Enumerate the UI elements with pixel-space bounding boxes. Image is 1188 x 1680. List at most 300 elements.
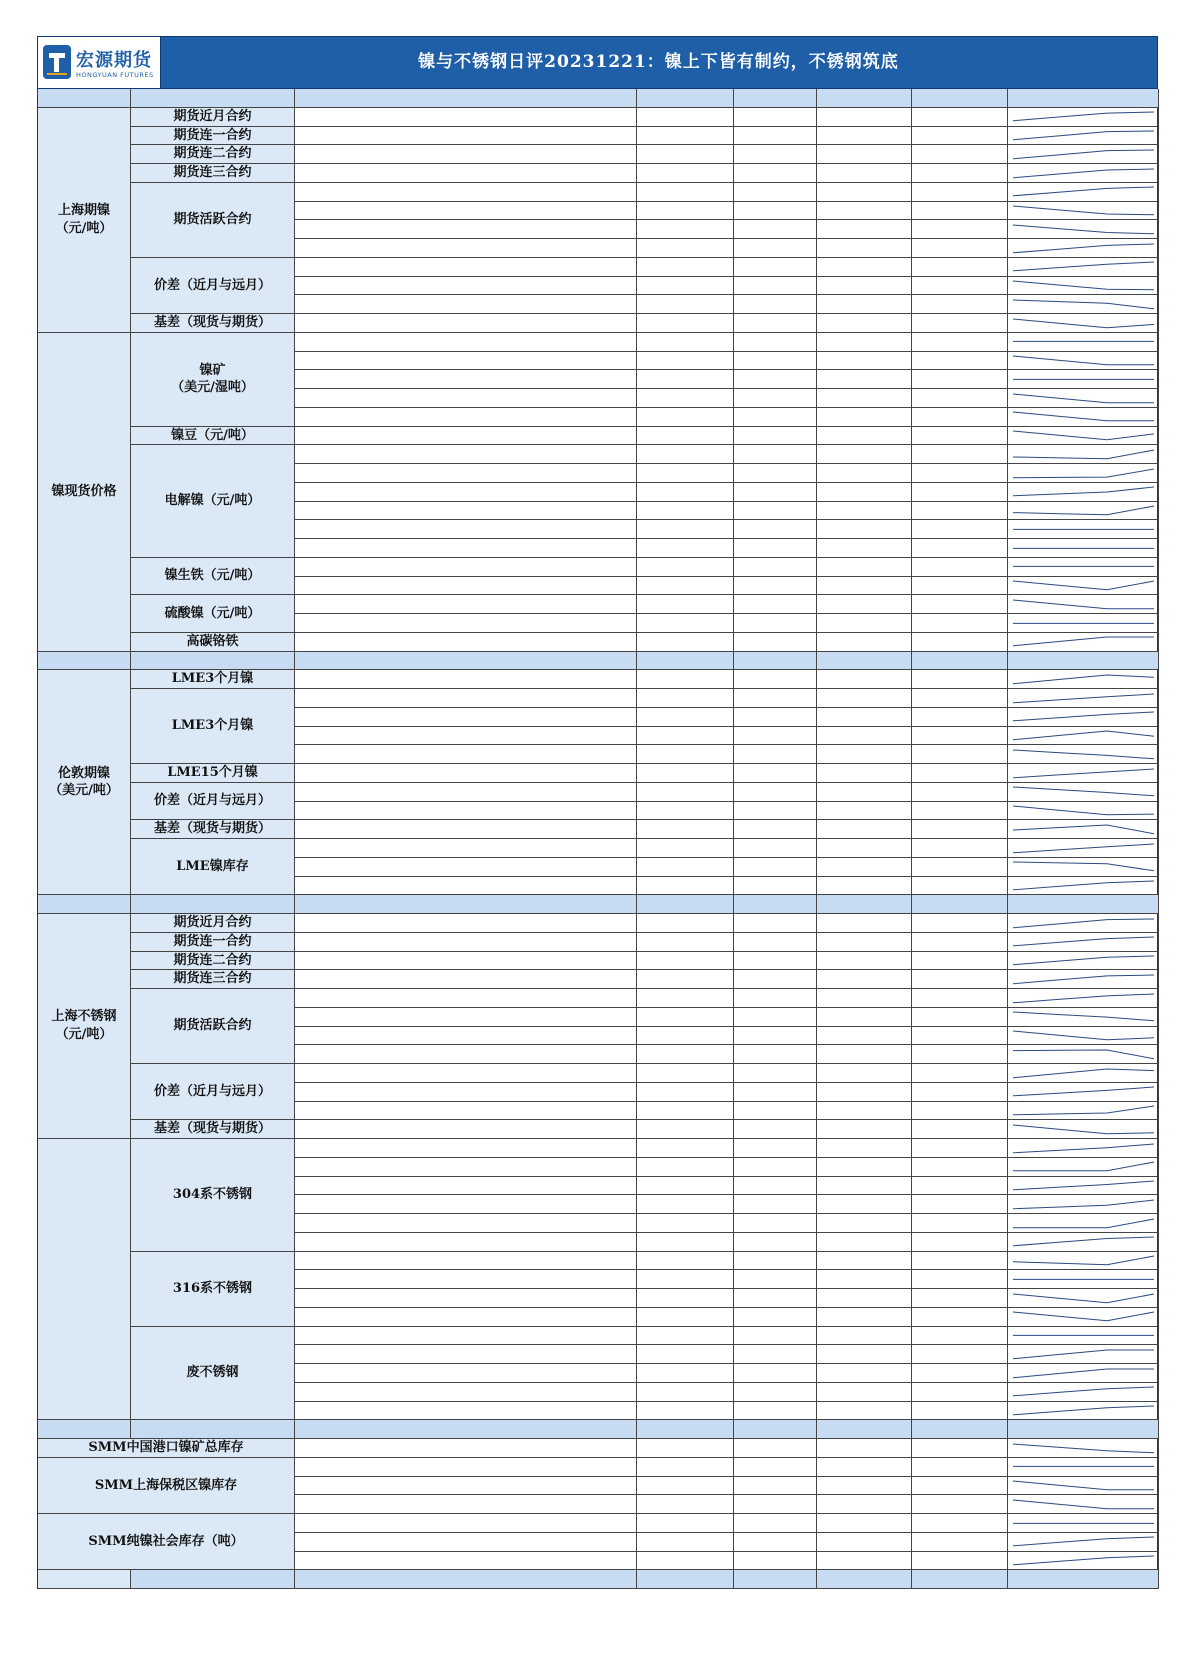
row-change [912, 989, 1008, 1008]
row-item-name [295, 408, 637, 427]
row-value-2 [734, 989, 817, 1008]
row-value-1 [637, 1045, 734, 1064]
row-value-1 [637, 108, 734, 127]
row-value-3 [817, 202, 912, 221]
row-trend-sparkline [1008, 1045, 1159, 1064]
row-value-2 [734, 445, 817, 464]
row-trend-sparkline [1008, 1270, 1159, 1289]
row-value-1 [637, 670, 734, 689]
sparkline-icon [1011, 167, 1156, 180]
row-value-1 [637, 520, 734, 539]
row-value-1 [637, 239, 734, 258]
row-value-1 [637, 277, 734, 296]
row-change [912, 1533, 1008, 1552]
row-change [912, 314, 1008, 333]
row-item-name [295, 277, 637, 296]
row-value-1 [637, 633, 734, 652]
row-trend-sparkline [1008, 539, 1159, 558]
row-change [912, 1233, 1008, 1252]
row-value-1 [637, 1158, 734, 1177]
sparkline-icon [1011, 148, 1156, 161]
header-trend [1008, 652, 1159, 671]
row-value-1 [637, 483, 734, 502]
row-value-3 [817, 1214, 912, 1233]
row-item-name [295, 670, 637, 689]
row-trend-sparkline [1008, 1139, 1159, 1158]
row-trend-sparkline [1008, 1477, 1159, 1496]
header-trend [1008, 895, 1159, 914]
row-item-name [295, 933, 637, 952]
logo-english-name: HONGYUAN FUTURES [76, 71, 154, 79]
row-value-1 [637, 820, 734, 839]
row-trend-sparkline [1008, 877, 1159, 896]
row-value-1 [637, 783, 734, 802]
report-title: 镍与不锈钢日评20231221：镍上下皆有制约，不锈钢筑底 [418, 52, 899, 72]
row-item-name [295, 239, 637, 258]
sparkline-icon [1011, 842, 1156, 855]
row-trend-sparkline [1008, 1102, 1159, 1121]
sparkline-icon [1011, 673, 1156, 686]
row-item-name [295, 595, 637, 614]
row-change [912, 483, 1008, 502]
row-value-1 [637, 1552, 734, 1571]
row-value-2 [734, 333, 817, 352]
row-change [912, 970, 1008, 989]
group-label: 基差（现货与期货） [131, 1120, 295, 1139]
row-value-3 [817, 1364, 912, 1383]
row-item-name [295, 1008, 637, 1027]
row-change [912, 1458, 1008, 1477]
row-value-3 [817, 1477, 912, 1496]
row-value-3 [817, 802, 912, 821]
row-change [912, 464, 1008, 483]
sparkline-icon [1011, 1198, 1156, 1211]
row-trend-sparkline [1008, 933, 1159, 952]
row-trend-sparkline [1008, 183, 1159, 202]
header-date-label [295, 89, 637, 108]
row-change [912, 1177, 1008, 1196]
sparkline-icon [1011, 467, 1156, 480]
row-item-name [295, 745, 637, 764]
row-value-1 [637, 708, 734, 727]
row-item-name [295, 1289, 637, 1308]
group-label: 期货连二合约 [131, 952, 295, 971]
group-label: 价差（近月与远月） [131, 1064, 295, 1120]
row-change [912, 333, 1008, 352]
row-value-1 [637, 914, 734, 933]
row-trend-sparkline [1008, 764, 1159, 783]
row-value-3 [817, 670, 912, 689]
header-date-3 [817, 1570, 912, 1589]
row-change [912, 689, 1008, 708]
row-value-3 [817, 145, 912, 164]
hongyuan-logo-icon [43, 45, 71, 79]
row-value-1 [637, 577, 734, 596]
row-trend-sparkline [1008, 1495, 1159, 1514]
row-value-3 [817, 952, 912, 971]
group-label: 期货近月合约 [131, 108, 295, 127]
row-value-1 [637, 1345, 734, 1364]
group-label: 价差（近月与远月） [131, 258, 295, 314]
category-label: 伦敦期镍 （美元/吨） [38, 670, 131, 895]
row-item-name [295, 952, 637, 971]
row-value-3 [817, 1345, 912, 1364]
row-value-2 [734, 239, 817, 258]
row-value-1 [637, 764, 734, 783]
row-value-3 [817, 933, 912, 952]
row-item-name [295, 708, 637, 727]
row-change [912, 1008, 1008, 1027]
header-change [912, 1420, 1008, 1439]
row-change [912, 1214, 1008, 1233]
row-change [912, 783, 1008, 802]
row-trend-sparkline [1008, 127, 1159, 146]
row-value-2 [734, 783, 817, 802]
row-trend-sparkline [1008, 727, 1159, 746]
row-value-1 [637, 1102, 734, 1121]
sparkline-icon [1011, 1123, 1156, 1136]
row-value-3 [817, 1008, 912, 1027]
row-value-3 [817, 1045, 912, 1064]
row-value-3 [817, 1439, 912, 1458]
group-label: 304系不锈钢 [131, 1139, 295, 1252]
row-trend-sparkline [1008, 164, 1159, 183]
row-item-name [295, 633, 637, 652]
row-trend-sparkline [1008, 1383, 1159, 1402]
group-label: 期货连三合约 [131, 164, 295, 183]
row-item-name [295, 1533, 637, 1552]
row-value-1 [637, 1195, 734, 1214]
row-value-1 [637, 333, 734, 352]
row-value-3 [817, 1289, 912, 1308]
row-change [912, 1552, 1008, 1571]
row-value-1 [637, 558, 734, 577]
row-value-2 [734, 220, 817, 239]
header-date-label [295, 895, 637, 914]
row-trend-sparkline [1008, 427, 1159, 446]
row-item-name [295, 445, 637, 464]
row-value-3 [817, 1252, 912, 1271]
header-date-label [295, 652, 637, 671]
row-item-name [295, 1120, 637, 1139]
row-value-1 [637, 1533, 734, 1552]
header-date-1 [637, 895, 734, 914]
row-value-3 [817, 1158, 912, 1177]
header-blank [131, 895, 295, 914]
sparkline-icon [1011, 242, 1156, 255]
sparkline-icon [1011, 785, 1156, 798]
row-change [912, 1045, 1008, 1064]
row-value-1 [637, 1327, 734, 1346]
row-change [912, 202, 1008, 221]
row-value-3 [817, 1402, 912, 1421]
sparkline-icon [1011, 729, 1156, 742]
row-value-3 [817, 764, 912, 783]
sparkline-icon [1011, 1254, 1156, 1267]
row-value-3 [817, 1514, 912, 1533]
row-value-1 [637, 802, 734, 821]
row-value-3 [817, 1120, 912, 1139]
row-value-2 [734, 970, 817, 989]
report-page [37, 36, 1158, 1589]
row-value-2 [734, 1345, 817, 1364]
row-change [912, 127, 1008, 146]
row-value-2 [734, 670, 817, 689]
row-item-name [295, 764, 637, 783]
row-value-2 [734, 1289, 817, 1308]
row-trend-sparkline [1008, 577, 1159, 596]
row-item-name [295, 1139, 637, 1158]
row-value-3 [817, 858, 912, 877]
sparkline-icon [1011, 1142, 1156, 1155]
sparkline-icon [1011, 917, 1156, 930]
row-trend-sparkline [1008, 1064, 1159, 1083]
row-value-1 [637, 1458, 734, 1477]
row-value-2 [734, 539, 817, 558]
row-trend-sparkline [1008, 295, 1159, 314]
sparkline-icon [1011, 598, 1156, 611]
row-trend-sparkline [1008, 1345, 1159, 1364]
price-table [37, 89, 1158, 1589]
row-trend-sparkline [1008, 445, 1159, 464]
row-item-name [295, 858, 637, 877]
row-value-2 [734, 483, 817, 502]
row-value-1 [637, 145, 734, 164]
row-value-3 [817, 483, 912, 502]
row-change [912, 145, 1008, 164]
row-value-3 [817, 1533, 912, 1552]
row-trend-sparkline [1008, 1083, 1159, 1102]
row-item-name [295, 352, 637, 371]
row-trend-sparkline [1008, 1027, 1159, 1046]
sparkline-icon [1011, 1029, 1156, 1042]
row-item-name [295, 1064, 637, 1083]
row-trend-sparkline [1008, 108, 1159, 127]
row-value-1 [637, 595, 734, 614]
group-label: 废不锈钢 [131, 1327, 295, 1421]
row-value-2 [734, 708, 817, 727]
row-item-name [295, 1102, 637, 1121]
row-value-2 [734, 295, 817, 314]
row-item-name [295, 989, 637, 1008]
row-value-2 [734, 1195, 817, 1214]
row-item-name [295, 127, 637, 146]
row-item-name [295, 108, 637, 127]
row-value-2 [734, 1533, 817, 1552]
group-label: 高碳铬铁 [131, 633, 295, 652]
row-value-3 [817, 633, 912, 652]
row-value-2 [734, 1083, 817, 1102]
row-value-1 [637, 1083, 734, 1102]
sparkline-icon [1011, 542, 1156, 555]
row-value-3 [817, 1552, 912, 1571]
row-value-3 [817, 108, 912, 127]
row-change [912, 858, 1008, 877]
sparkline-icon [1011, 279, 1156, 292]
sparkline-icon [1011, 973, 1156, 986]
row-item-name [295, 1177, 637, 1196]
row-value-1 [637, 408, 734, 427]
header-blank [38, 652, 131, 671]
group-label: 基差（现货与期货） [131, 314, 295, 333]
row-item-name [295, 1383, 637, 1402]
row-value-2 [734, 145, 817, 164]
row-change [912, 820, 1008, 839]
header-date-1 [637, 1570, 734, 1589]
row-value-2 [734, 1552, 817, 1571]
row-item-name [295, 202, 637, 221]
header-trend [1008, 1570, 1159, 1589]
group-label: 期货连一合约 [131, 127, 295, 146]
category-label [38, 1139, 131, 1420]
sparkline-icon [1011, 1517, 1156, 1530]
row-trend-sparkline [1008, 614, 1159, 633]
row-value-2 [734, 520, 817, 539]
row-value-3 [817, 333, 912, 352]
row-change [912, 539, 1008, 558]
row-change [912, 1120, 1008, 1139]
row-item-name [295, 1327, 637, 1346]
group-label: SMM上海保税区镍库存 [38, 1458, 295, 1514]
header-date-2 [734, 895, 817, 914]
sparkline-icon [1011, 1104, 1156, 1117]
row-change [912, 1195, 1008, 1214]
row-trend-sparkline [1008, 502, 1159, 521]
header-trend [1008, 89, 1159, 108]
row-trend-sparkline [1008, 145, 1159, 164]
sparkline-icon [1011, 823, 1156, 836]
row-trend-sparkline [1008, 708, 1159, 727]
row-trend-sparkline [1008, 558, 1159, 577]
row-value-3 [817, 1177, 912, 1196]
group-label: LME15个月镍 [131, 764, 295, 783]
row-value-3 [817, 820, 912, 839]
row-value-1 [637, 295, 734, 314]
row-trend-sparkline [1008, 202, 1159, 221]
row-value-2 [734, 502, 817, 521]
row-change [912, 745, 1008, 764]
row-item-name [295, 1252, 637, 1271]
sparkline-icon [1011, 992, 1156, 1005]
row-value-2 [734, 1177, 817, 1196]
row-item-name [295, 1158, 637, 1177]
row-change [912, 502, 1008, 521]
row-value-3 [817, 539, 912, 558]
sparkline-icon [1011, 560, 1156, 573]
row-value-1 [637, 1233, 734, 1252]
row-item-name [295, 389, 637, 408]
group-label: 电解镍（元/吨） [131, 445, 295, 558]
category-label [38, 1570, 131, 1589]
company-logo [38, 37, 161, 88]
row-value-1 [637, 745, 734, 764]
row-value-1 [637, 970, 734, 989]
sparkline-icon [1011, 1460, 1156, 1473]
sparkline-icon [1011, 429, 1156, 442]
row-item-name [295, 1364, 637, 1383]
row-value-2 [734, 877, 817, 896]
row-value-2 [734, 427, 817, 446]
sparkline-icon [1011, 523, 1156, 536]
sparkline-icon [1011, 954, 1156, 967]
category-label: 镍现货价格 [38, 333, 131, 652]
row-value-3 [817, 989, 912, 1008]
row-value-2 [734, 1402, 817, 1421]
row-item-name [295, 164, 637, 183]
row-item-name [295, 1233, 637, 1252]
header-date-3 [817, 89, 912, 108]
row-value-3 [817, 877, 912, 896]
row-trend-sparkline [1008, 483, 1159, 502]
row-trend-sparkline [1008, 633, 1159, 652]
row-item-name [295, 520, 637, 539]
row-change [912, 1364, 1008, 1383]
sparkline-icon [1011, 504, 1156, 517]
row-value-2 [734, 108, 817, 127]
row-change [912, 370, 1008, 389]
row-change [912, 220, 1008, 239]
row-value-2 [734, 914, 817, 933]
row-change [912, 277, 1008, 296]
row-value-3 [817, 127, 912, 146]
row-value-2 [734, 633, 817, 652]
row-value-1 [637, 1270, 734, 1289]
row-value-3 [817, 427, 912, 446]
row-value-2 [734, 689, 817, 708]
row-value-2 [734, 1383, 817, 1402]
row-trend-sparkline [1008, 1458, 1159, 1477]
row-item-name [295, 333, 637, 352]
row-change [912, 295, 1008, 314]
header-blank [131, 1570, 295, 1589]
header-date-label [295, 1570, 637, 1589]
row-value-3 [817, 1102, 912, 1121]
row-value-2 [734, 1064, 817, 1083]
row-value-2 [734, 820, 817, 839]
group-label: LME镍库存 [131, 839, 295, 895]
row-value-3 [817, 1308, 912, 1327]
group-label: 镍矿 （美元/湿吨） [131, 333, 295, 427]
sparkline-icon [1011, 767, 1156, 780]
row-trend-sparkline [1008, 858, 1159, 877]
row-value-2 [734, 1214, 817, 1233]
row-change [912, 1083, 1008, 1102]
row-change [912, 427, 1008, 446]
row-value-2 [734, 1027, 817, 1046]
row-value-2 [734, 1008, 817, 1027]
row-trend-sparkline [1008, 1195, 1159, 1214]
row-change [912, 1383, 1008, 1402]
row-change [912, 1477, 1008, 1496]
row-value-2 [734, 577, 817, 596]
group-label: 316系不锈钢 [131, 1252, 295, 1327]
header-change [912, 1570, 1008, 1589]
row-value-2 [734, 277, 817, 296]
row-value-1 [637, 1289, 734, 1308]
row-trend-sparkline [1008, 1327, 1159, 1346]
row-value-3 [817, 1027, 912, 1046]
category-label: 上海不锈钢 （元/吨） [38, 914, 131, 1139]
sparkline-icon [1011, 392, 1156, 405]
row-value-3 [817, 164, 912, 183]
row-trend-sparkline [1008, 220, 1159, 239]
row-change [912, 558, 1008, 577]
row-change [912, 1345, 1008, 1364]
row-change [912, 952, 1008, 971]
row-value-1 [637, 1008, 734, 1027]
sparkline-icon [1011, 1235, 1156, 1248]
row-value-1 [637, 1214, 734, 1233]
